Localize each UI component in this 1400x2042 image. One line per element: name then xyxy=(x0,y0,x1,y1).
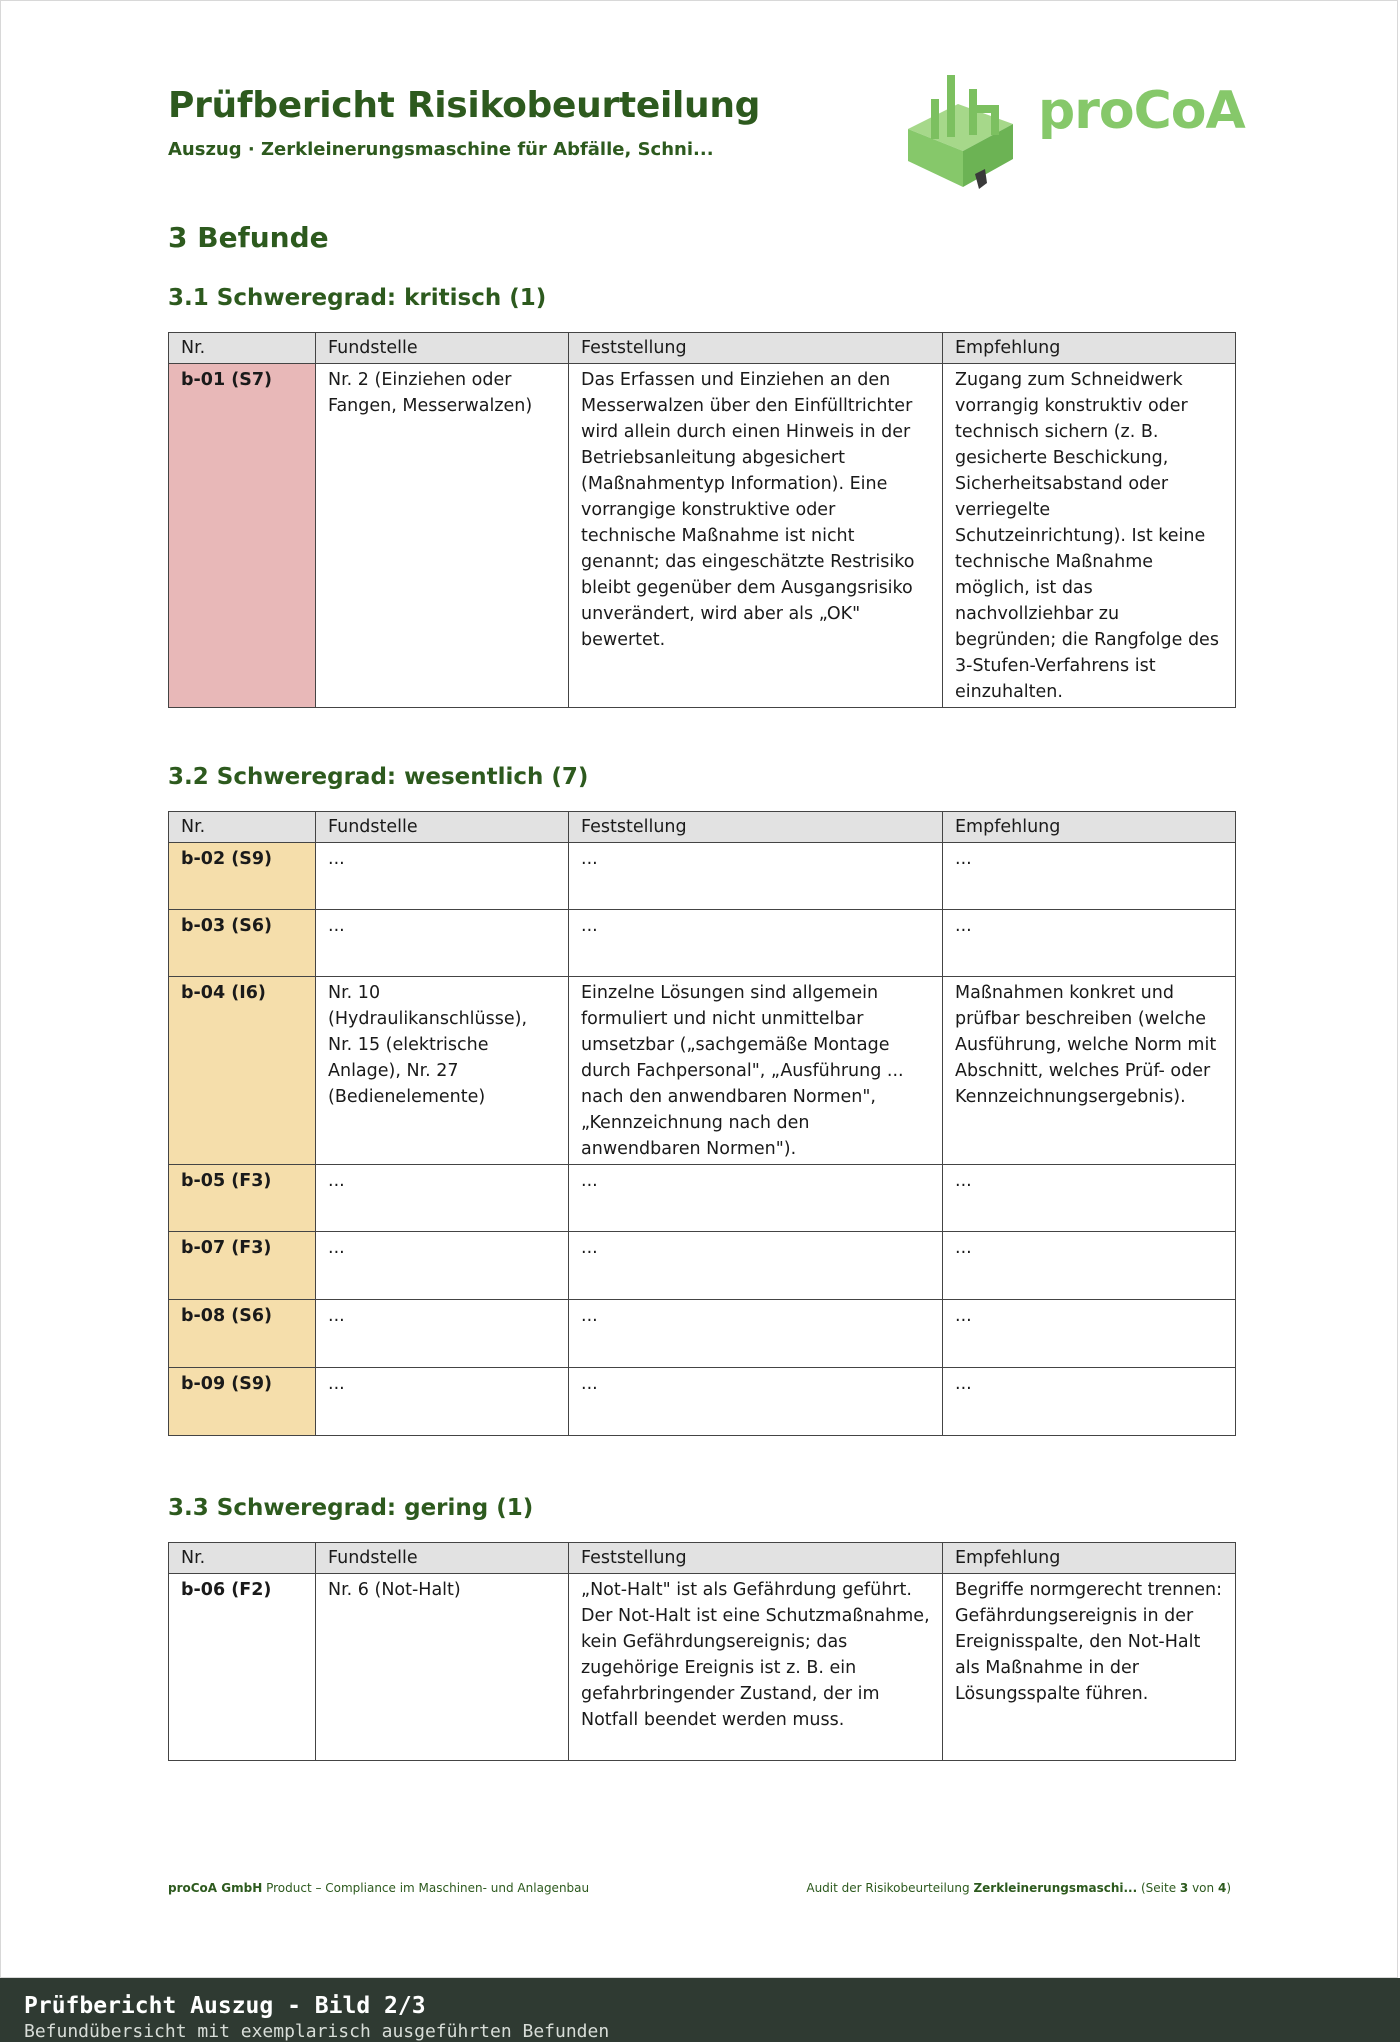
column-header-feststellung: Feststellung xyxy=(569,812,943,843)
finding-empfehlung: Maßnahmen konkret und prüfbar beschreiben (welche Ausführung, welche Norm mit Abschnitt, welches Prüf- oder Kennzeichnungsergebnis). xyxy=(943,977,1236,1165)
finding-fundstelle: ... xyxy=(316,1165,569,1232)
finding-feststellung: ... xyxy=(569,910,943,977)
column-header-empfehlung: Empfehlung xyxy=(943,333,1236,364)
table-row xyxy=(169,910,1236,977)
section-title: 3 Befunde xyxy=(168,221,329,254)
finding-nr: b-07 (F3) xyxy=(169,1232,316,1300)
footer-company-name: proCoA GmbH xyxy=(168,1881,263,1895)
column-header-nr: Nr. xyxy=(169,333,316,364)
findings-table-major xyxy=(168,811,1236,1436)
table-row xyxy=(169,977,1236,1165)
finding-feststellung: ... xyxy=(569,1368,943,1436)
column-header-feststellung: Feststellung xyxy=(569,333,943,364)
column-header-empfehlung: Empfehlung xyxy=(943,1543,1236,1574)
finding-nr: b-04 (I6) xyxy=(169,977,316,1165)
footer-page-total: 4 xyxy=(1217,1881,1227,1895)
footer-page-info xyxy=(806,1881,1231,1895)
finding-fundstelle: ... xyxy=(316,1300,569,1368)
finding-feststellung: ... xyxy=(569,1165,943,1232)
footer-company-tagline: Product – Compliance im Maschinen- und Anlagenbau xyxy=(262,1881,590,1895)
finding-feststellung: ... xyxy=(569,1300,943,1368)
finding-empfehlung: ... xyxy=(943,1368,1236,1436)
finding-nr: b-05 (F3) xyxy=(169,1165,316,1232)
finding-nr: b-03 (S6) xyxy=(169,910,316,977)
footer-page-mid: von xyxy=(1188,1881,1218,1895)
subsection-title-critical: 3.1 Schweregrad: kritisch (1) xyxy=(168,285,547,311)
finding-feststellung: ... xyxy=(569,843,943,910)
procoa-logo xyxy=(903,69,1245,191)
findings-table-critical xyxy=(168,332,1236,708)
finding-feststellung: ... xyxy=(569,1232,943,1300)
finding-empfehlung: ... xyxy=(943,1165,1236,1232)
finding-empfehlung: ... xyxy=(943,843,1236,910)
footer-page-current: 3 xyxy=(1179,1881,1189,1895)
subsection-title-major: 3.2 Schweregrad: wesentlich (7) xyxy=(168,764,589,790)
finding-fundstelle: ... xyxy=(316,1232,569,1300)
finding-nr: b-02 (S9) xyxy=(169,843,316,910)
findings-table-minor xyxy=(168,1542,1236,1761)
table-row xyxy=(169,1165,1236,1232)
finding-nr: b-01 (S7) xyxy=(169,364,316,708)
finding-feststellung: Einzelne Lösungen sind allgemein formuliert und nicht unmittelbar umsetzbar („sachgemäße Montage durch Fachpersonal", „Ausführung ... nach den anwendbaren Normen", „Kennzeichnung nach den anwendbaren Normen"). xyxy=(569,977,943,1165)
column-header-fundstelle: Fundstelle xyxy=(316,333,569,364)
finding-feststellung: Das Erfassen und Einziehen an den Messerwalzen über den Einfülltrichter wird allein durch einen Hinweis in der Betriebsanleitung abgesichert (Maßnahmentyp Information). Eine vorrangige konstruktive oder technische Maßnahme ist nicht genannt; das eingeschätzte Restrisiko bleibt gegenüber dem Ausgangsrisiko unverändert, wird aber als „OK" bewertet. xyxy=(569,364,943,708)
finding-fundstelle: ... xyxy=(316,843,569,910)
caption-title: Prüfbericht Auszug - Bild 2/3 xyxy=(24,1993,426,2019)
finding-empfehlung: ... xyxy=(943,1300,1236,1368)
footer-subject: Zerkleinerungsmaschi... xyxy=(973,1881,1138,1895)
table-row xyxy=(169,1300,1236,1368)
table-row xyxy=(169,1232,1236,1300)
subsection-title-minor: 3.3 Schweregrad: gering (1) xyxy=(168,1495,534,1521)
footer-company xyxy=(168,1881,589,1895)
logo-cube-icon xyxy=(903,69,1033,191)
column-header-nr: Nr. xyxy=(169,812,316,843)
logo-wordmark: proCoA xyxy=(1038,81,1245,141)
finding-empfehlung: ... xyxy=(943,1232,1236,1300)
caption-subtitle: Befundübersicht mit exemplarisch ausgeführten Befunden xyxy=(24,2021,610,2042)
finding-nr: b-06 (F2) xyxy=(169,1574,316,1761)
column-header-fundstelle: Fundstelle xyxy=(316,812,569,843)
table-header-row xyxy=(169,1543,1236,1574)
finding-nr: b-08 (S6) xyxy=(169,1300,316,1368)
caption-bar xyxy=(0,1978,1400,2042)
finding-fundstelle: ... xyxy=(316,910,569,977)
column-header-nr: Nr. xyxy=(169,1543,316,1574)
table-row xyxy=(169,1368,1236,1436)
table-row xyxy=(169,364,1236,708)
table-row xyxy=(169,1574,1236,1761)
column-header-feststellung: Feststellung xyxy=(569,1543,943,1574)
footer-page-suffix: ) xyxy=(1226,1881,1231,1895)
finding-fundstelle: Nr. 6 (Not-Halt) xyxy=(316,1574,569,1761)
finding-empfehlung: Zugang zum Schneidwerk vorrangig konstruktiv oder technisch sichern (z. B. gesicherte Beschickung, Sicherheitsabstand oder verriegelte Schutzeinrichtung). Ist keine technische Maßnahme möglich, ist das nachvollziehbar zu begründen; die Rangfolge des 3-Stufen-Verfahrens ist einzuhalten. xyxy=(943,364,1236,708)
footer-page-prefix: (Seite xyxy=(1137,1881,1180,1895)
table-header-row xyxy=(169,333,1236,364)
document-title: Prüfbericht Risikobeurteilung xyxy=(168,85,761,126)
report-header xyxy=(168,81,1245,195)
document-subtitle: Auszug · Zerkleinerungsmaschine für Abfälle, Schni... xyxy=(168,139,714,160)
finding-nr: b-09 (S9) xyxy=(169,1368,316,1436)
finding-feststellung: „Not-Halt" ist als Gefährdung geführt. Der Not-Halt ist eine Schutzmaßnahme, kein Gefährdungsereignis; das zugehörige Ereignis ist z. B. ein gefahrbringender Zustand, der im Notfall beendet werden muss. xyxy=(569,1574,943,1761)
finding-empfehlung: ... xyxy=(943,910,1236,977)
footer-audit-label: Audit der Risikobeurteilung xyxy=(806,1881,974,1895)
finding-fundstelle: ... xyxy=(316,1368,569,1436)
column-header-empfehlung: Empfehlung xyxy=(943,812,1236,843)
table-header-row xyxy=(169,812,1236,843)
finding-fundstelle: Nr. 10 (Hydraulikanschlüsse), Nr. 15 (elektrische Anlage), Nr. 27 (Bedienelemente) xyxy=(316,977,569,1165)
finding-empfehlung: Begriffe normgerecht trennen: Gefährdungsereignis in der Ereignisspalte, den Not-Halt als Maßnahme in der Lösungsspalte führen. xyxy=(943,1574,1236,1761)
table-row xyxy=(169,843,1236,910)
column-header-fundstelle: Fundstelle xyxy=(316,1543,569,1574)
finding-fundstelle: Nr. 2 (Einziehen oder Fangen, Messerwalzen) xyxy=(316,364,569,708)
